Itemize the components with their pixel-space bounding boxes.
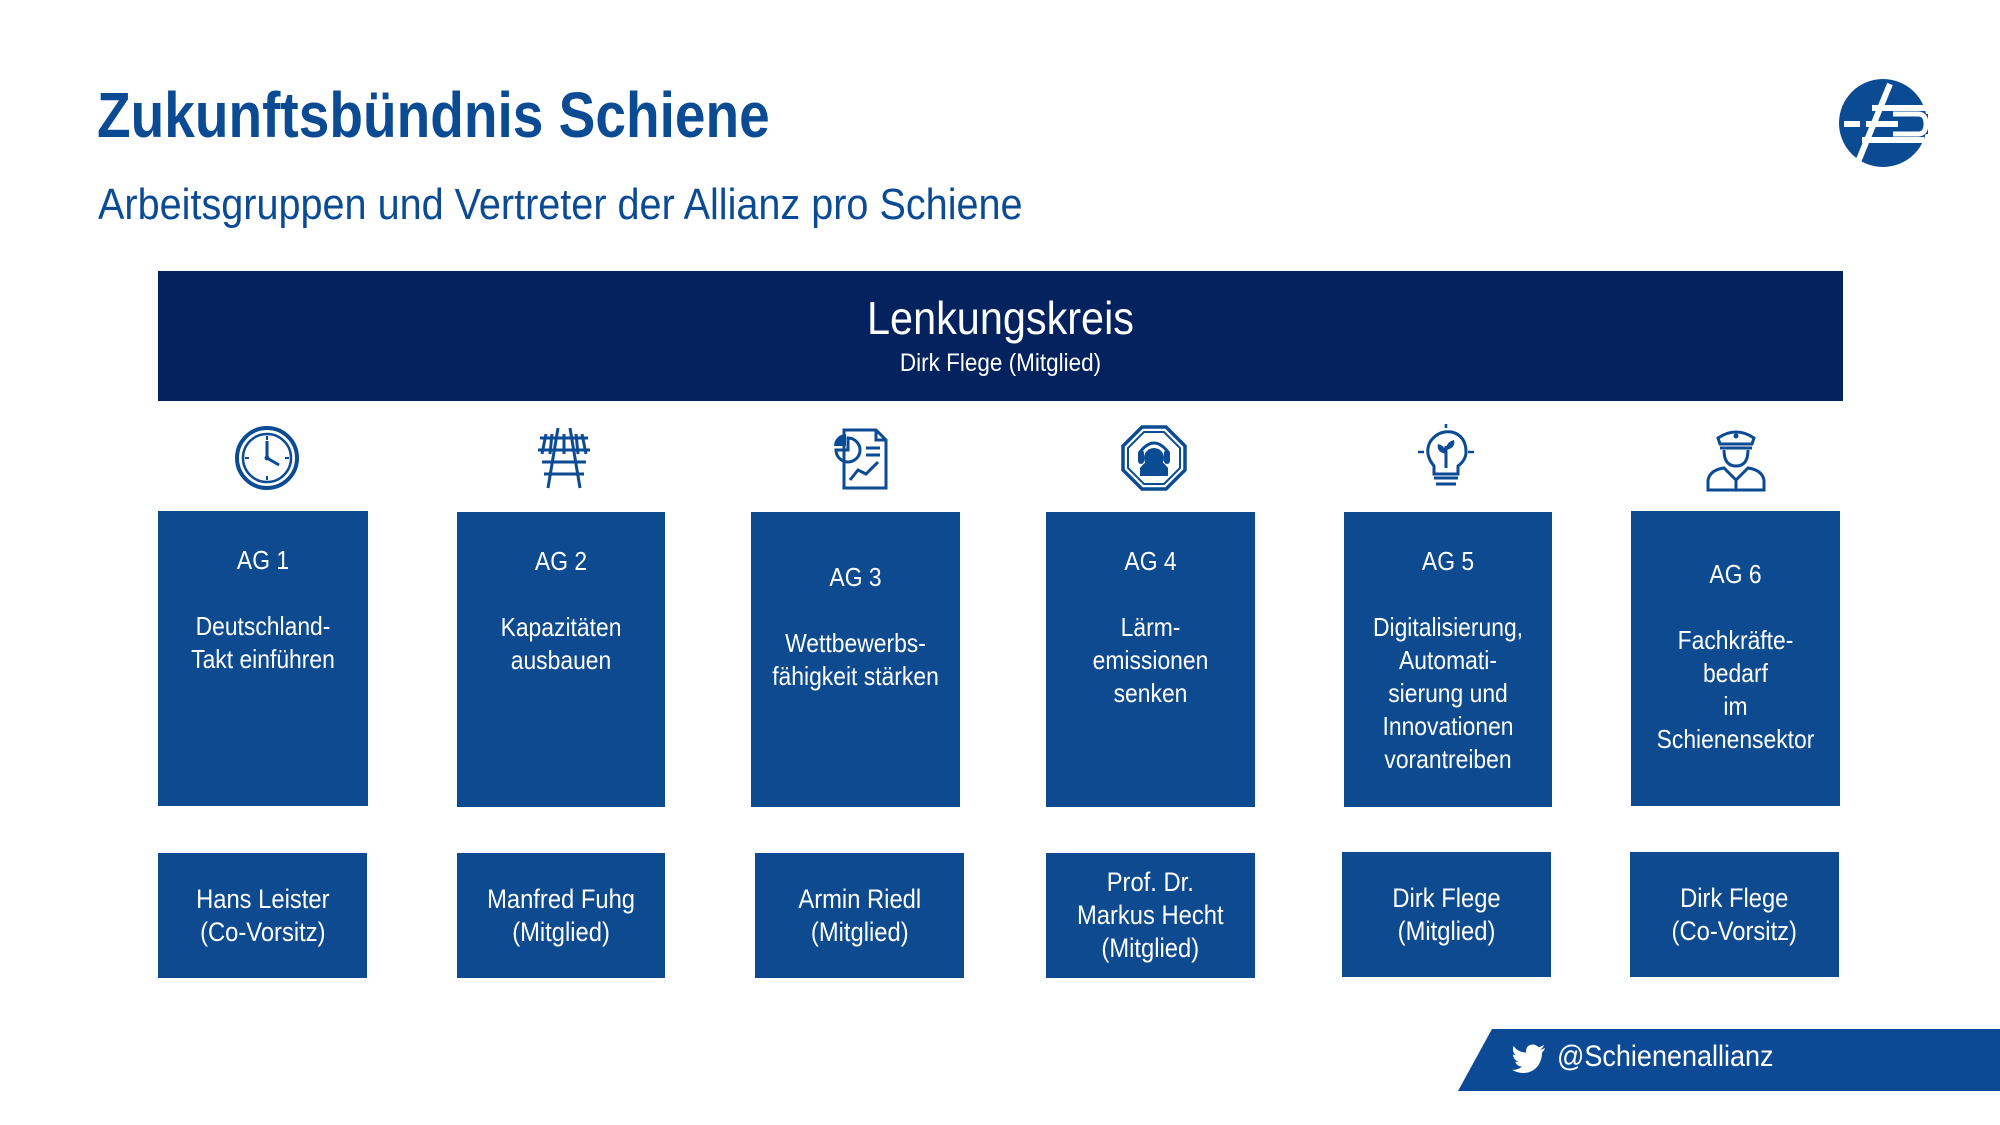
rep-box-2 xyxy=(457,853,665,978)
twitter-icon[interactable] xyxy=(1512,1044,1546,1074)
clock-icon xyxy=(233,424,301,492)
lightbulb-icon xyxy=(1412,424,1480,492)
twitter-handle[interactable]: @Schienenallianz xyxy=(1557,1040,1774,1073)
rail-track-icon xyxy=(530,424,598,492)
ag-box-2 xyxy=(457,512,665,807)
ag-box-5 xyxy=(1344,512,1552,807)
rep-box-6 xyxy=(1630,852,1839,977)
ag-number: AG 5 xyxy=(1421,546,1475,576)
rep-box-4 xyxy=(1046,853,1255,978)
rep-name: Dirk Flege (Mitglied) xyxy=(1392,882,1501,946)
ag-number: AG 4 xyxy=(1124,546,1177,576)
rep-name: Armin Riedl (Mitglied) xyxy=(798,883,921,947)
ag-box-6 xyxy=(1631,511,1840,806)
rep-name: Prof. Dr. Markus Hecht (Mitglied) xyxy=(1077,867,1224,963)
noise-protection-icon xyxy=(1120,424,1188,492)
ag-number: AG 3 xyxy=(829,562,882,592)
report-chart-icon xyxy=(826,424,894,492)
ag-topic: Fachkräfte- bedarf im Schienensektor xyxy=(1656,625,1815,754)
rep-name: Dirk Flege (Co-Vorsitz) xyxy=(1671,882,1798,946)
rep-name: Manfred Fuhg (Mitglied) xyxy=(487,883,635,947)
ag-topic: Digitalisierung, Automati- sierung und Innovationen vorantreiben xyxy=(1372,612,1524,774)
ag-box-3 xyxy=(751,512,960,807)
ag-topic: Kapazitäten ausbauen xyxy=(500,612,622,675)
lenkungskreis-title: Lenkungskreis xyxy=(867,292,1134,344)
ag-number: AG 6 xyxy=(1709,559,1762,589)
rep-name: Hans Leister (Co-Vorsitz) xyxy=(195,883,330,947)
ag-topic: Wettbewerbs- fähigkeit stärken xyxy=(772,628,939,691)
allianz-pro-schiene-logo xyxy=(1838,78,1928,168)
rep-box-1 xyxy=(158,853,367,978)
rep-box-3 xyxy=(755,853,964,978)
lenkungskreis-banner xyxy=(158,271,1843,401)
ag-number: AG 2 xyxy=(534,546,588,576)
ag-box-4 xyxy=(1046,512,1255,807)
ag-number: AG 1 xyxy=(236,545,290,575)
ag-box-1 xyxy=(158,511,368,806)
page-subtitle: Arbeitsgruppen und Vertreter der Allianz pro Schiene xyxy=(98,180,1023,229)
rep-box-5 xyxy=(1342,852,1551,977)
ag-topic: Deutschland- Takt einführen xyxy=(191,611,335,674)
page-title: Zukunftsbündnis Schiene xyxy=(97,79,770,151)
conductor-icon xyxy=(1702,424,1770,492)
ag-topic: Lärm- emissionen senken xyxy=(1092,612,1209,708)
lenkungskreis-member: Dirk Flege (Mitglied) xyxy=(899,349,1102,377)
